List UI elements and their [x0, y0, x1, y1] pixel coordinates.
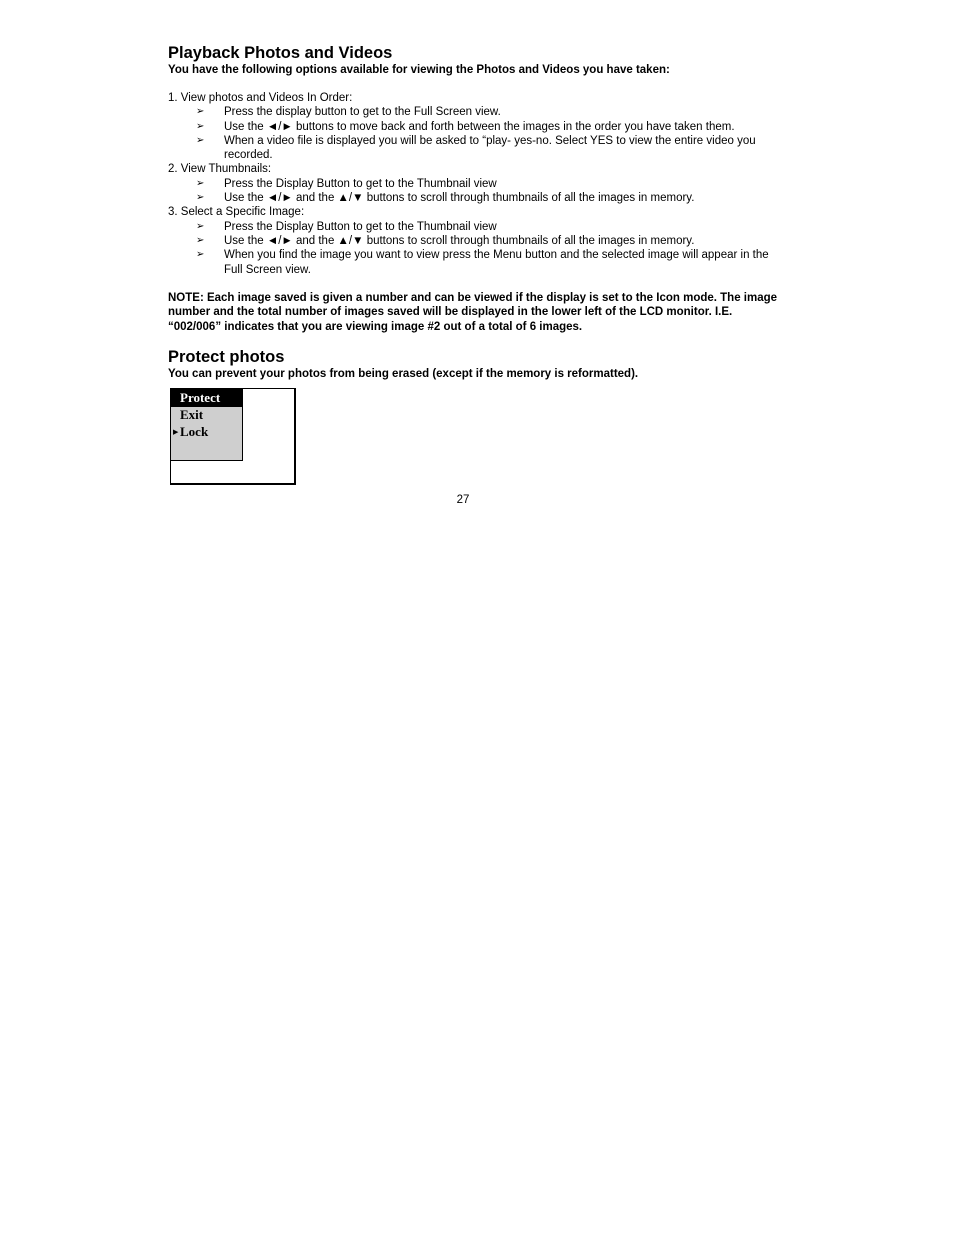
list-item: ➢ Use the ◄/► and the ▲/▼ buttons to scroll through thumbnails of all the images in memory.: [196, 234, 695, 247]
section-title-playback: Playback Photos and Videos: [168, 44, 393, 62]
list-item: ➢ When you find the image you want to view press the Menu button and the selected image will appear in the Full Screen view.: [196, 249, 769, 276]
list-item: ➢ Use the ◄/► buttons to move back and forth between the images in the order you have taken them.: [196, 120, 735, 133]
group-heading-2: 2. View Thumbnails:: [168, 163, 272, 176]
group-1-bullets: [168, 105, 788, 162]
section-title-protect: Protect photos: [168, 347, 285, 366]
arrow-bullet-icon: ➢: [196, 192, 205, 204]
arrow-bullet-icon: ➢: [196, 249, 205, 261]
page-content: [168, 44, 788, 381]
group-2-bullets: [168, 177, 788, 206]
protect-intro: You can prevent your photos from being erased (except if the memory is reformatted).: [168, 367, 639, 380]
arrow-bullet-icon: ➢: [196, 120, 205, 132]
group-heading-1: 1. View photos and Videos In Order:: [168, 92, 353, 104]
selection-caret-icon: ▶: [173, 428, 179, 436]
protect-menu-screen: [170, 388, 296, 485]
arrow-bullet-icon: ➢: [196, 134, 205, 146]
protect-menu-panel: [171, 389, 243, 461]
list-item: ➢ Press the Display Button to get to the Thumbnail view: [196, 177, 497, 190]
list-item: ➢ When a video file is displayed you will be asked to “play- yes-no. Select YES to view the entire video you recorded.: [196, 134, 756, 162]
group-3-bullets: [168, 220, 788, 277]
menu-item-lock[interactable]: Lock: [180, 424, 209, 439]
list-item: ➢ Press the display button to get to the Full Screen view.: [196, 106, 501, 119]
arrow-bullet-icon: ➢: [196, 177, 205, 189]
arrow-bullet-icon: ➢: [196, 220, 205, 232]
menu-item-exit[interactable]: Exit: [180, 407, 204, 422]
group-heading-3: 3. Select a Specific Image:: [168, 206, 305, 219]
list-item: ➢ Press the Display Button to get to the Thumbnail view: [196, 220, 497, 233]
playback-intro: You have the following options available for viewing the Photos and Videos you have taken:: [168, 64, 670, 76]
note-paragraph: NOTE: Each image saved is given a number and can be viewed if the display is set to the Icon mode. The image number and the total number of images saved will be displayed in the lower left of the LCD monitor. I.E. “002/006” indicates that you are viewing image #2 out of a total of 6 images.: [168, 291, 778, 334]
arrow-bullet-icon: ➢: [196, 106, 205, 118]
arrow-bullet-icon: ➢: [196, 234, 205, 246]
page-number: 27: [456, 494, 470, 506]
protect-menu-title: Protect: [171, 389, 243, 407]
list-item: ➢ Use the ◄/► and the ▲/▼ buttons to scroll through thumbnails of all the images in memory.: [196, 192, 695, 205]
